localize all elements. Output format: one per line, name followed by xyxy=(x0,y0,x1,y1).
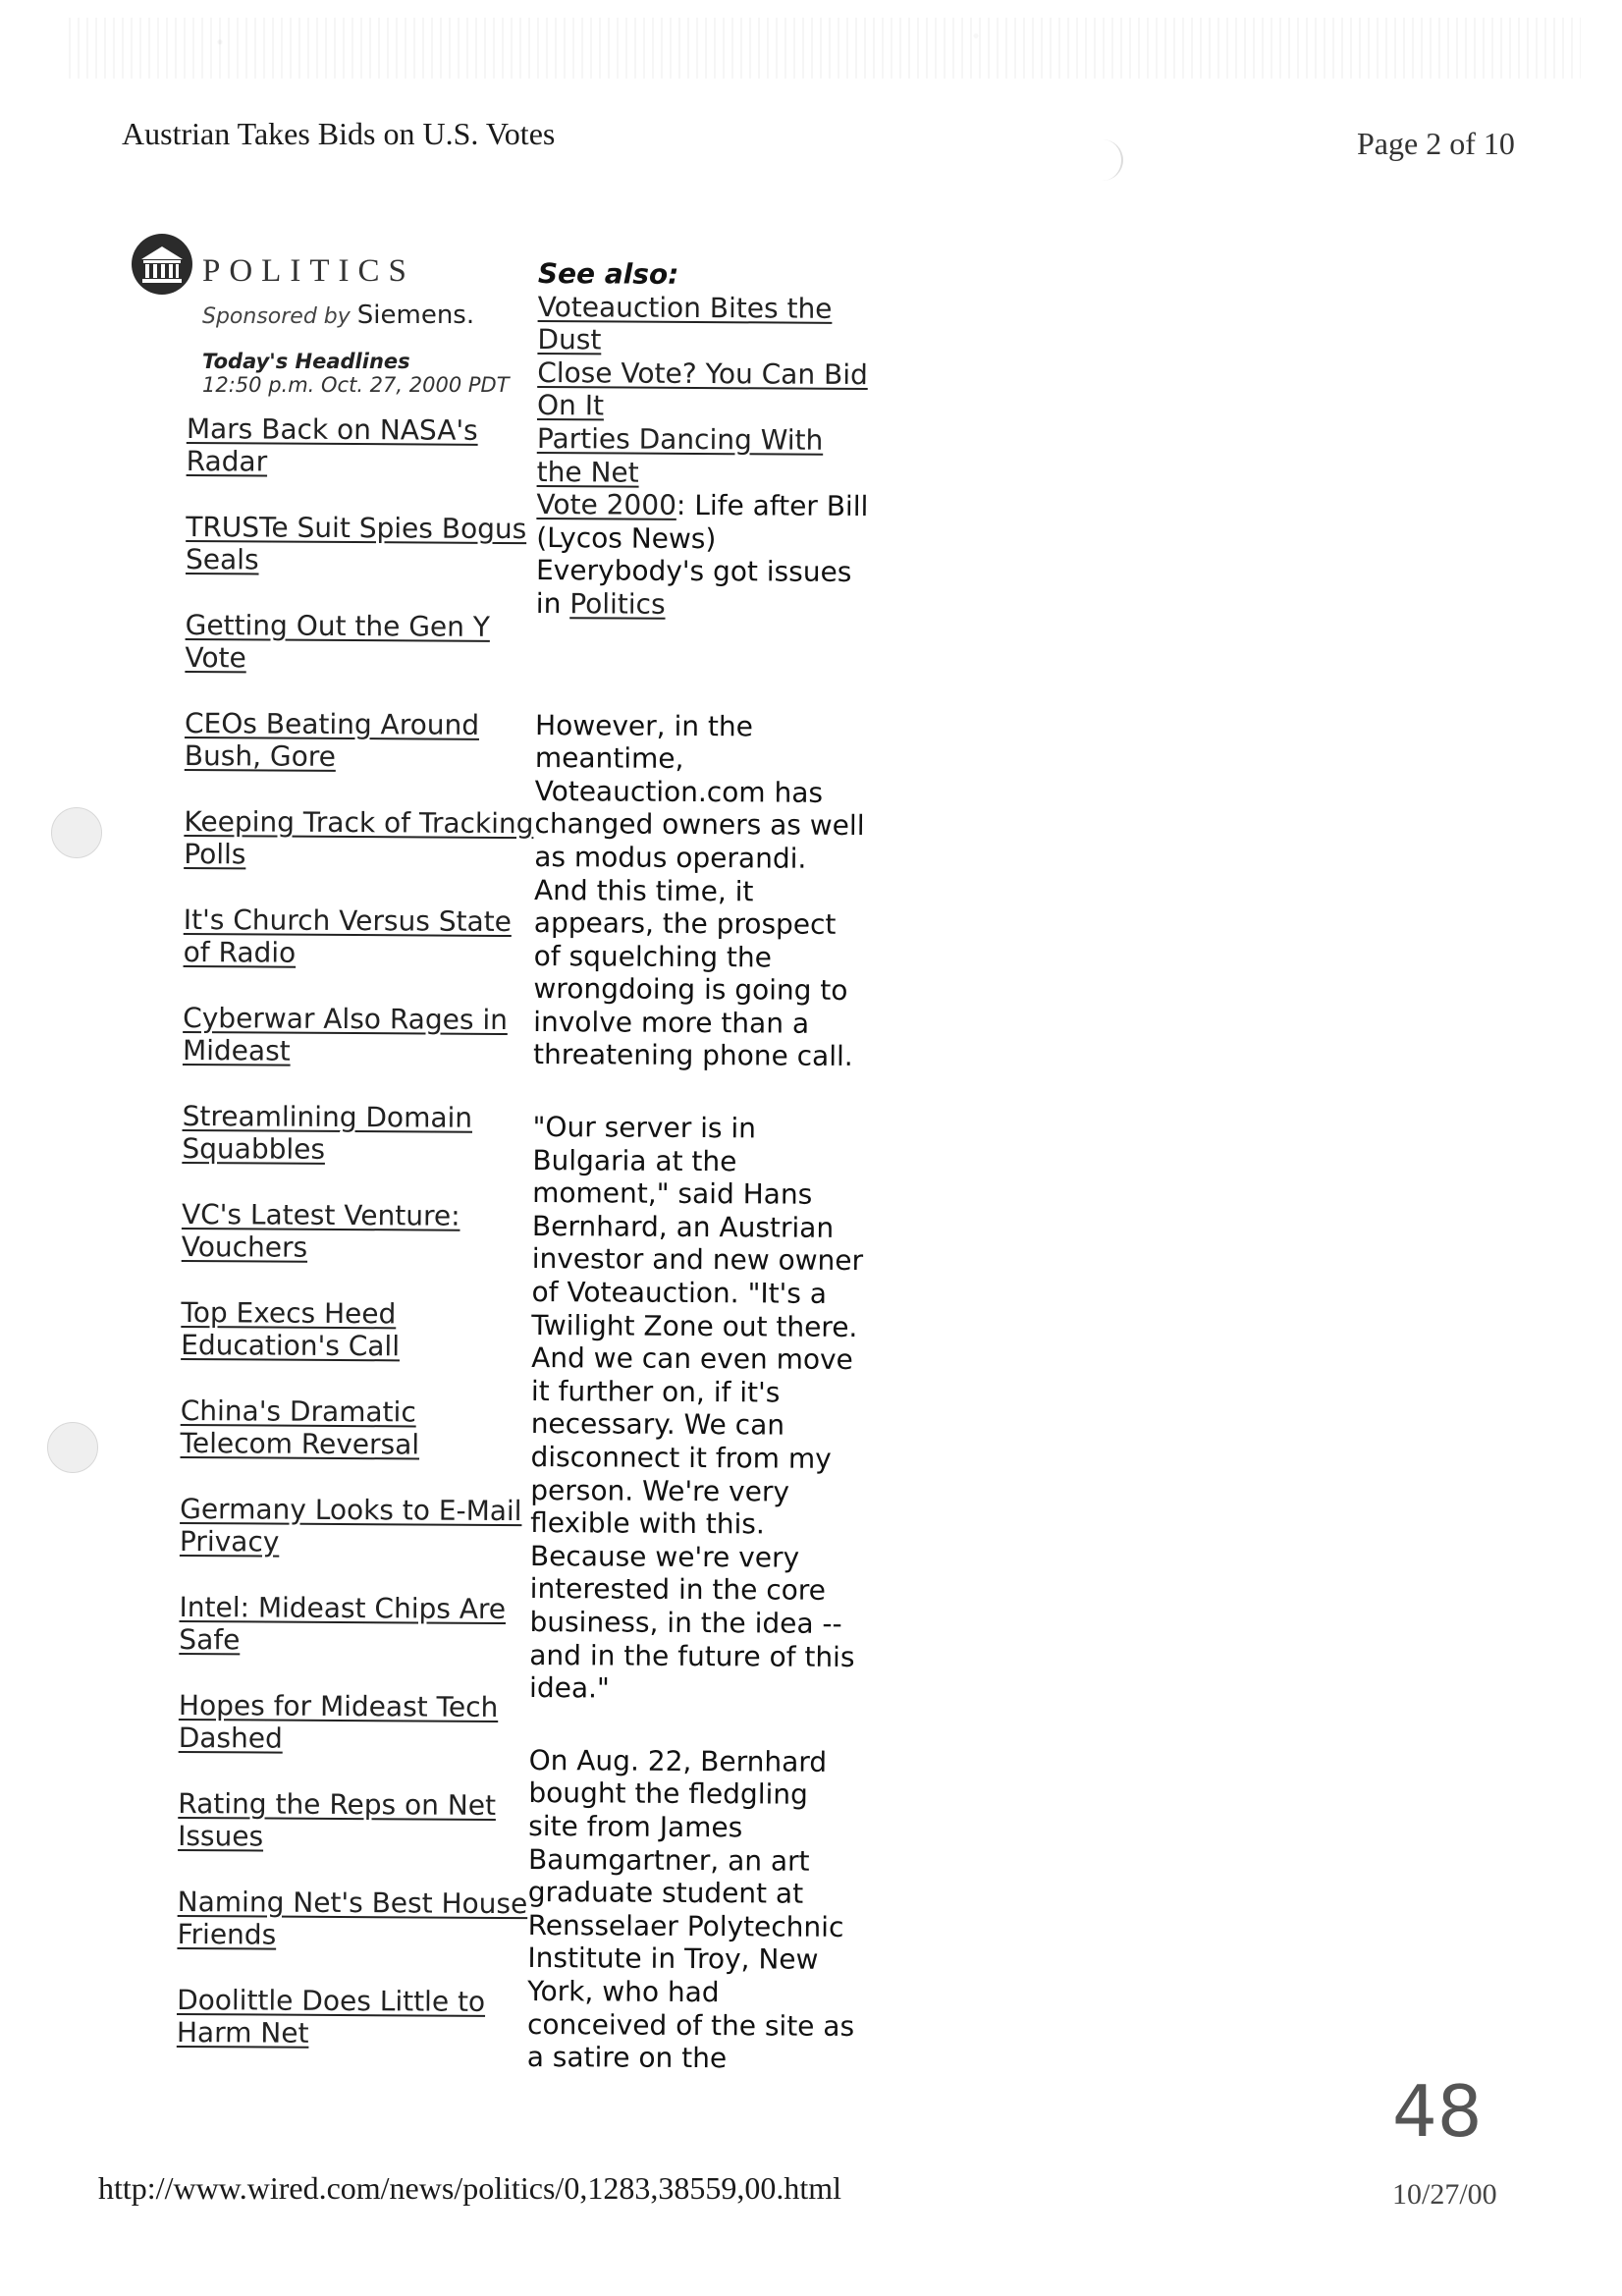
headline-link[interactable]: It's Church Versus State of Radio xyxy=(183,902,513,969)
headline-link[interactable]: Mars Back on NASA's Radar xyxy=(186,412,478,478)
headline-list xyxy=(177,412,540,2084)
headline-link[interactable]: Getting Out the Gen Y Vote xyxy=(185,608,491,675)
print-date: 10/27/00 xyxy=(1392,2178,1497,2211)
see-also-box xyxy=(536,257,872,623)
headline-link[interactable]: Germany Looks to E-Mail Privacy xyxy=(179,1492,522,1558)
headline-link[interactable]: Rating the Reps on Net Issues xyxy=(178,1786,497,1853)
sponsor-line xyxy=(202,301,474,330)
scan-artifact xyxy=(1092,139,1123,181)
article-paragraph: On Aug. 22, Bernhard bought the fledgling site from James Baumgartner, an art graduate student at Rensselaer Polytechnic Institute in Troy, New York, who had conceived of the site as a satire on the xyxy=(526,1743,855,2075)
headline-link[interactable]: Top Execs Heed Education's Call xyxy=(181,1295,401,1363)
todays-headlines-label: Today's Headlines xyxy=(202,350,410,373)
page-indicator: Page 2 of 10 xyxy=(1357,126,1515,161)
sponsor-prefix: Sponsored by xyxy=(202,304,351,329)
headlines-timestamp: 12:50 p.m. Oct. 27, 2000 PDT xyxy=(202,373,510,397)
headline-link[interactable]: Keeping Track of Tracking Polls xyxy=(184,804,534,871)
see-also-link[interactable]: Voteauction Bites the Dust xyxy=(537,290,833,356)
politics-link[interactable]: Politics xyxy=(569,587,666,621)
see-also-label: See also: xyxy=(537,257,679,291)
vote-2000-link[interactable]: Vote 2000 xyxy=(536,488,677,522)
headline-link[interactable]: VC's Latest Venture: Vouchers xyxy=(181,1197,460,1264)
punch-hole xyxy=(47,1422,98,1473)
headline-link[interactable]: Hopes for Mideast Tech Dashed xyxy=(178,1688,499,1755)
headline-link[interactable]: Intel: Mideast Chips Are Safe xyxy=(179,1590,507,1657)
document-title: Austrian Takes Bids on U.S. Votes xyxy=(122,116,556,151)
handwritten-page-number: 48 xyxy=(1392,2070,1483,2153)
sponsor-name[interactable]: Siemens. xyxy=(356,301,475,330)
see-also-vote-line xyxy=(536,488,870,556)
capitol-building-icon xyxy=(130,232,194,297)
headline-link[interactable]: Naming Net's Best House Friends xyxy=(177,1885,528,1951)
headline-link[interactable]: CEOs Beating Around Bush, Gore xyxy=(184,706,480,773)
headline-link[interactable]: China's Dramatic Telecom Reversal xyxy=(180,1394,420,1461)
headline-link[interactable]: Cyberwar Also Rages in Mideast xyxy=(182,1001,509,1067)
section-title: POLITICS xyxy=(202,253,415,289)
todays-headlines-header xyxy=(202,350,510,397)
headline-link[interactable]: Doolittle Does Little to Harm Net xyxy=(176,1983,486,2050)
article-paragraph: However, in the meantime, Voteauction.com has changed owners as well as modus operandi. And this time, it appears, the prospect of squelching the wrongdoing is going to involve more than a threatening phone call. xyxy=(532,708,865,1073)
article-column xyxy=(526,257,872,2115)
source-url[interactable]: http://www.wired.com/news/politics/0,1283,38559,00.html xyxy=(98,2170,841,2206)
punch-hole xyxy=(51,807,102,858)
scan-noise xyxy=(69,18,1581,79)
article-paragraph: "Our server is in Bulgaria at the moment," said Hans Bernhard, an Austrian investor and new owner of Voteauction. "It's a Twilight Zone out there. And we can even move it further on, if it's necessary. We can disconnect it from my person. We're very flexible with this. Because we're very interested in the core business, in the idea -- and in the future of this idea." xyxy=(529,1111,864,1705)
issues-text: Everybody's got issues in xyxy=(535,554,852,621)
headline-link[interactable]: TRUSTe Suit Spies Bogus Seals xyxy=(185,510,527,576)
vote-2000-text: : Life after Bill (Lycos News) xyxy=(536,489,869,555)
see-also-link[interactable]: Parties Dancing With the Net xyxy=(536,421,824,489)
see-also-issues-line xyxy=(536,554,870,622)
headline-link[interactable]: Streamlining Domain Squabbles xyxy=(182,1099,473,1166)
see-also-link[interactable]: Close Vote? You Can Bid On It xyxy=(536,355,868,422)
